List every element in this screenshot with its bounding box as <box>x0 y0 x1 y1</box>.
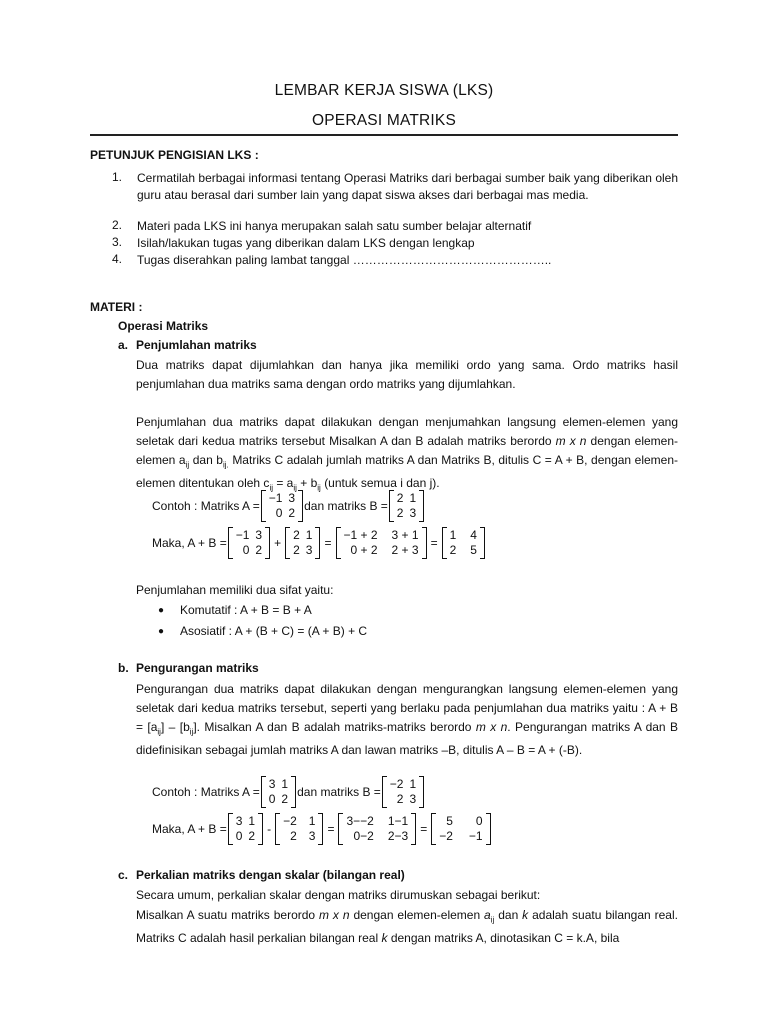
section-b-paragraph: Pengurangan dua matriks dapat dilakukan dengan mengurangkan langsung elemen-elemen yang seletak dari kedua matriks tersebut, seperti yang berlaku pada penjumlahan dua matriks yaitu : $A + B = [a_{ij}] - [b_{ij}]$. Misalkan A dan B adalah matriks-matriks berordo m x n. Pengurangan matriks A dan B didefinisikan sebagai jumlah matriks A dan lawan matriks –B, ditulis A – B = A + (-B). <box>136 682 678 758</box>
result-label: Maka, A + B = <box>152 822 227 836</box>
matrix-b: −2 1 2 3 <box>275 813 323 845</box>
list-item: Asosiatif : A + (B + C) = (A + B) + C <box>180 624 368 638</box>
example-mid-label: dan matriks B = <box>297 785 381 799</box>
section-b-result-row: Maka, A + B = 3 1 0 2 - −2 1 2 3 = 3−−2 1−1 0−2 2−3 = 5 0 −2 −1 <box>152 813 492 845</box>
example-label: Contoh : Matriks A = <box>152 785 260 799</box>
matrix-sum-result: 1 4 2 5 <box>442 527 485 559</box>
materi-subheading: Operasi Matriks <box>118 319 209 333</box>
section-a-title: Penjumlahan matriks <box>136 338 257 352</box>
section-c-paragraph-2: Misalkan A suatu matriks berordo m x n dengan elemen-elemen $a_{ij}$ dan k adalah suatu bilangan real. Matriks C adalah hasil perkalian bilangan real k dengan matriks A, dinotasikan C = k.A, bila <box>136 908 678 946</box>
list-item: Cermatilah berbagai informasi tentang Operasi Matriks dari berbagai sumber baik yang diberikan oleh guru atau berasal dari sumber lain yang dapat siswa akses dari berbagai mas media. <box>137 171 678 202</box>
petunjuk-heading: PETUNJUK PENGISIAN LKS : <box>90 148 259 162</box>
section-a-label: a. <box>118 338 129 352</box>
bullet-icon: ● <box>158 605 165 616</box>
list-item-number: 2. <box>112 218 123 232</box>
sifat-heading: Penjumlahan memiliki dua sifat yaitu: <box>136 583 334 597</box>
section-a-paragraph-2: Penjumlahan dua matriks dapat dilakukan dengan menjumahkan langsung elemen-elemen yang seletak dari kedua matriks tersebut Misalkan A dan B adalah matriks berordo m x n dengan elemen-elemen $a_{ij}$ dan $b_{ij.}$ Matriks C adalah jumlah matriks A dan Matriks B, ditulis C = A + B, dengan elemen-elemen ditentukan oleh $c_{ij} = a_{ij} + b_{ij}$ (untuk semua i dan j). <box>136 415 679 493</box>
section-c-title: Perkalian matriks dengan skalar (bilangan real) <box>136 868 405 882</box>
title-divider <box>90 134 678 136</box>
matrix-b: 2 1 2 3 <box>389 490 424 522</box>
bullet-icon: ● <box>158 626 165 637</box>
page-subtitle: OPERASI MATRIKS <box>312 112 456 129</box>
matrix-diff-expression: 3−−2 1−1 0−2 2−3 <box>338 813 416 845</box>
list-item-number: 4. <box>112 252 123 266</box>
page-title: LEMBAR KERJA SISWA (LKS) <box>274 82 494 99</box>
section-b-label: b. <box>118 661 129 675</box>
list-item-number: 3. <box>112 235 123 249</box>
section-c-paragraph-1: Secara umum, perkalian skalar dengan matriks dirumuskan sebagai berikut: <box>136 888 541 902</box>
matrix-a: −1 3 0 2 <box>228 527 270 559</box>
list-item: Isilah/lakukan tugas yang diberikan dalam LKS dengan lengkap <box>137 236 475 250</box>
materi-heading: MATERI : <box>90 300 143 314</box>
matrix-diff-result: 5 0 −2 −1 <box>431 813 490 845</box>
section-b-title: Pengurangan matriks <box>136 661 259 675</box>
matrix-a: −1 3 0 2 <box>261 490 303 522</box>
matrix-b: −2 1 2 3 <box>382 776 424 808</box>
minus-sign: - <box>267 822 272 836</box>
list-item: Komutatif : A + B = B + A <box>180 603 312 617</box>
matrix-a: 3 1 0 2 <box>228 813 263 845</box>
result-label: Maka, A + B = <box>152 536 227 550</box>
list-item-number: 1. <box>112 170 123 184</box>
matrix-sum-expression: −1 + 2 3 + 1 0 + 2 2 + 3 <box>336 527 427 559</box>
section-a-result-row: Maka, A + B = −1 3 0 2 + 2 1 2 3 = −1 + 2 3 + 1 0 + 2 2 + 3 = 1 4 2 5 <box>152 527 486 559</box>
matrix-b: 2 1 2 3 <box>285 527 320 559</box>
section-b-example-row <box>152 776 425 808</box>
example-mid-label: dan matriks B = <box>304 499 388 513</box>
example-label: Contoh : Matriks A = <box>152 499 260 513</box>
section-a-example-row <box>152 490 425 522</box>
section-a-paragraph-1: Dua matriks dapat dijumlahkan dan hanya jika memiliki ordo yang sama. Ordo matriks hasil penjumlahan dua matriks sama dengan ordo matriks yang dijumlahkan. <box>136 358 678 391</box>
matrix-a: 3 1 0 2 <box>261 776 296 808</box>
section-c-label: c. <box>118 868 129 882</box>
list-item: Tugas diserahkan paling lambat tanggal ………………………………………….. <box>137 253 552 267</box>
list-item: Materi pada LKS ini hanya merupakan salah satu sumber belajar alternatif <box>137 219 532 233</box>
